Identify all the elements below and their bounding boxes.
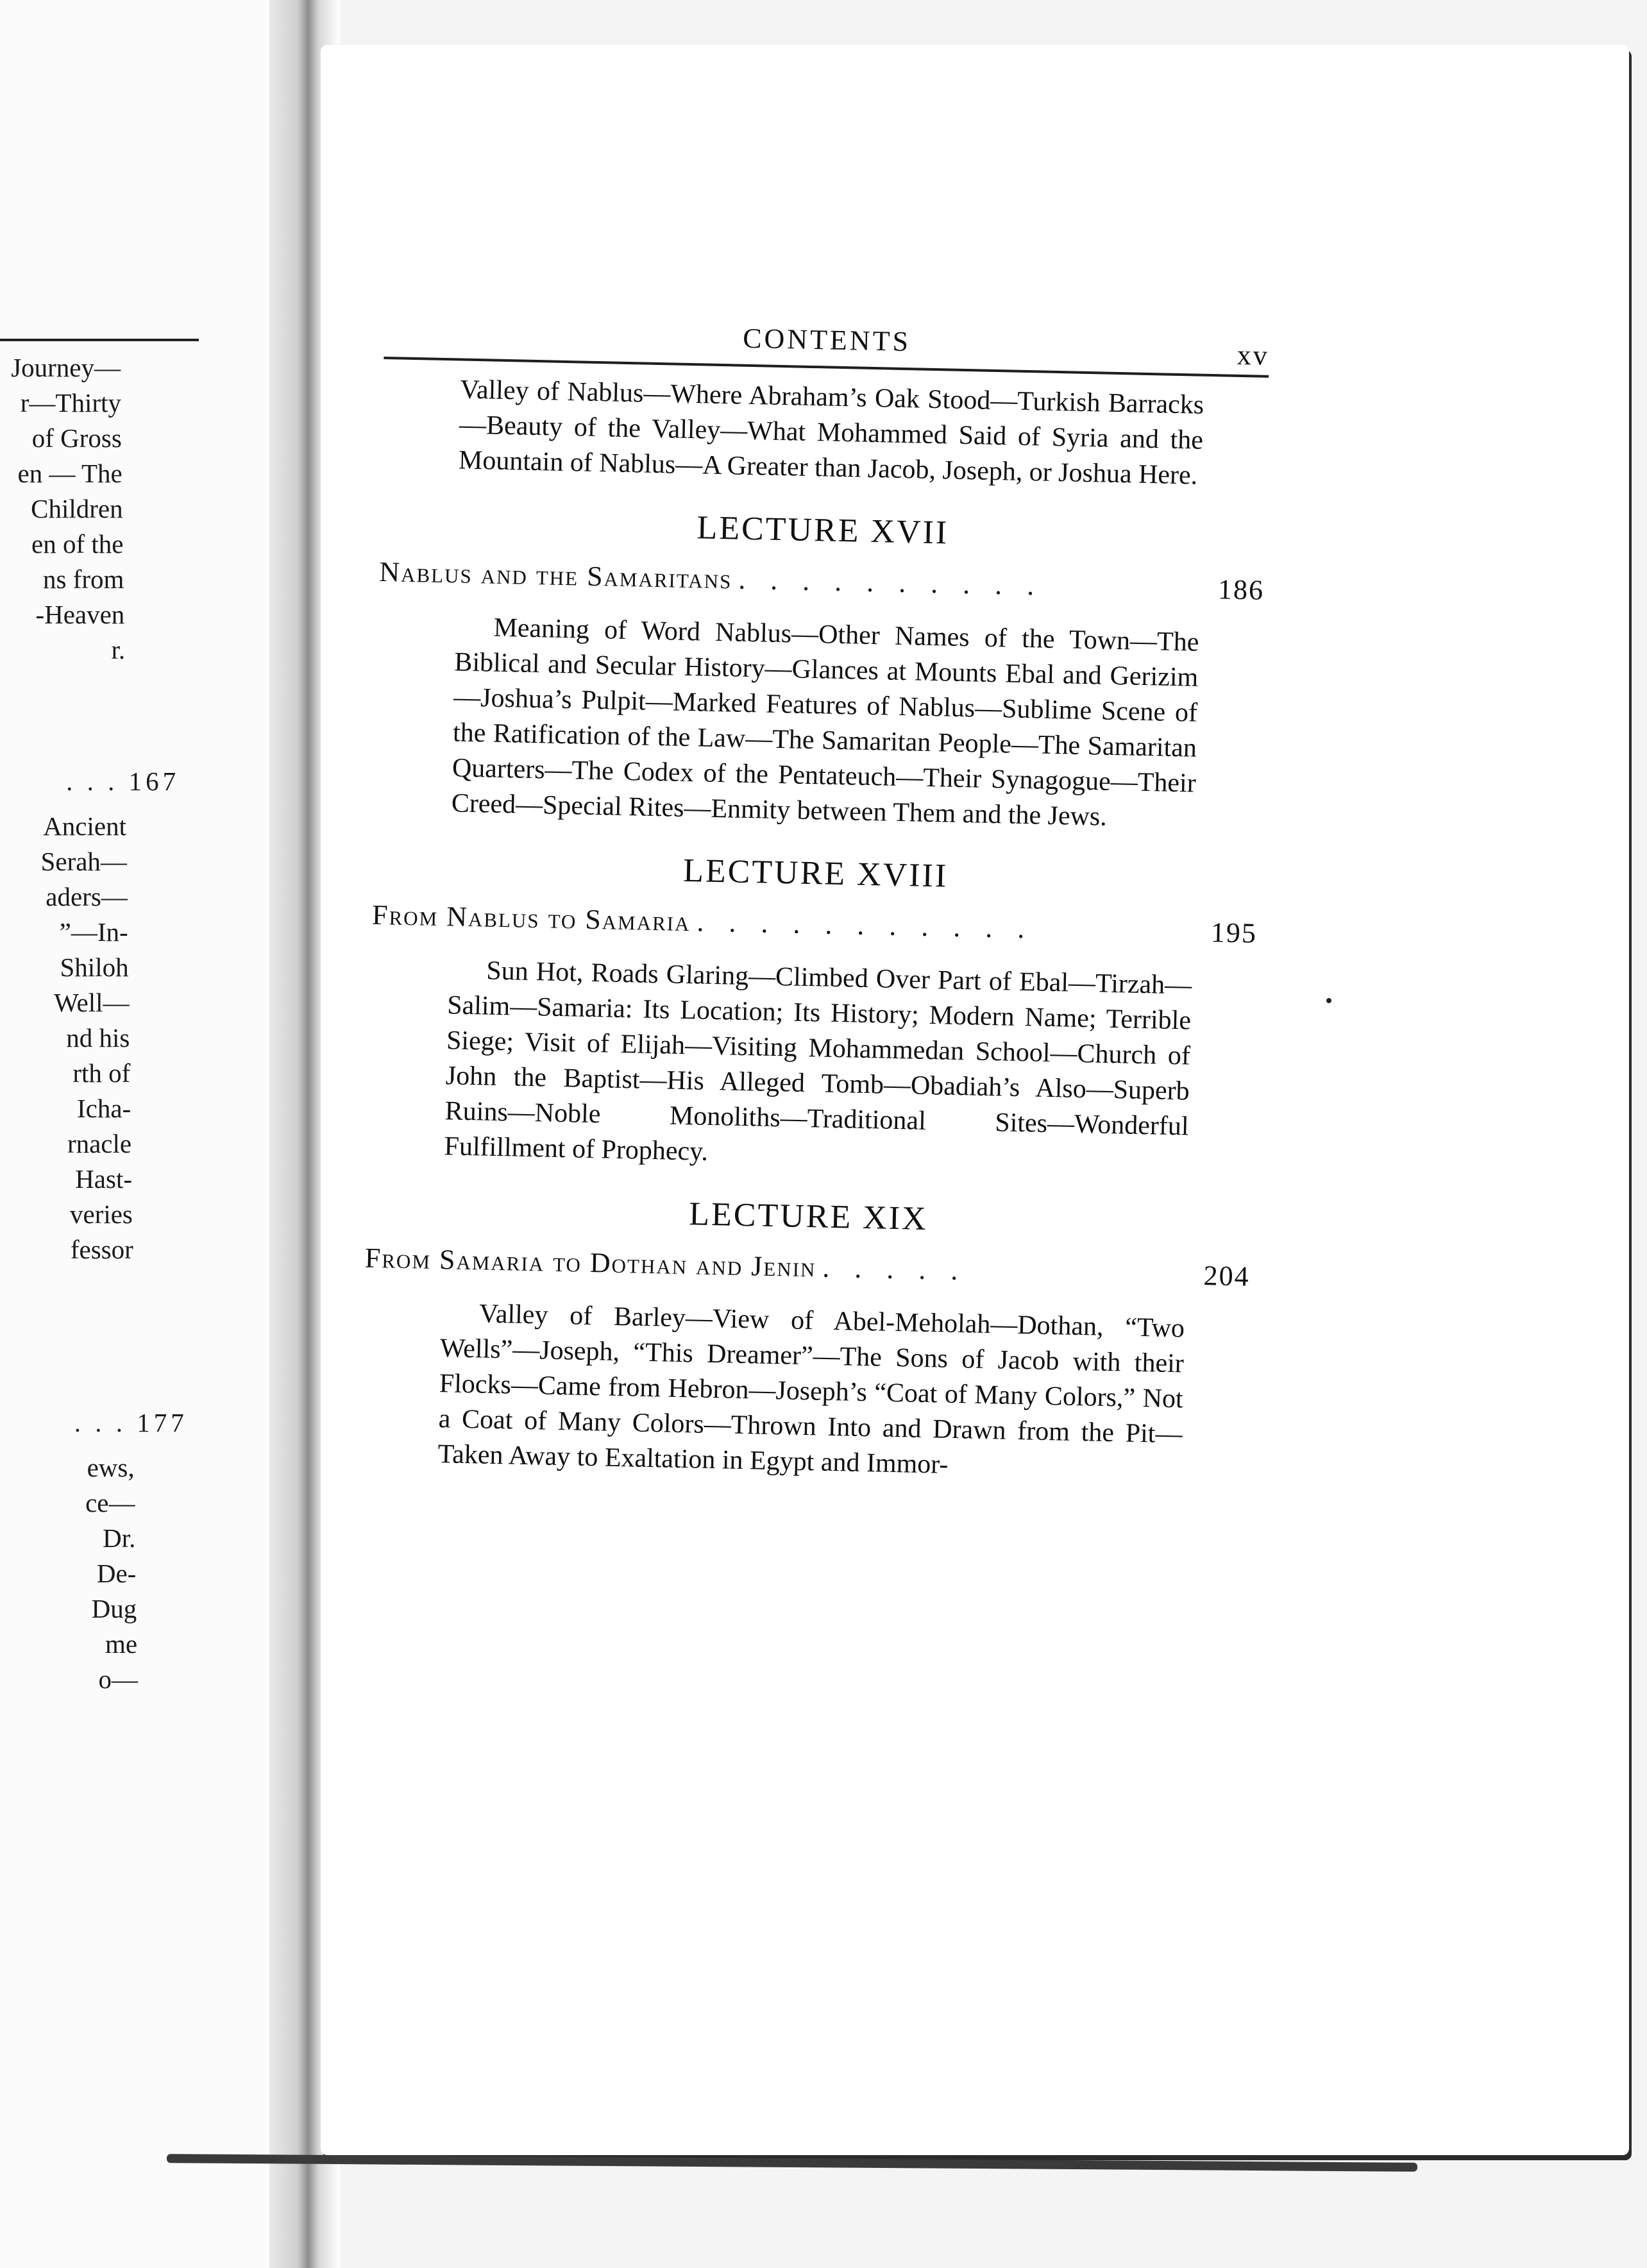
page-number: xv <box>1237 339 1270 371</box>
left-page-rule <box>0 339 199 341</box>
left-page-line: rnacle <box>67 1129 132 1158</box>
left-page-line: en — The <box>17 459 122 488</box>
toc-entry-page: 186 <box>1217 573 1265 606</box>
left-page-line: of Gross <box>31 423 122 453</box>
left-page-line: ns from <box>42 564 124 594</box>
left-page-line: me <box>105 1629 138 1659</box>
left-page-line: -Heaven <box>35 600 125 629</box>
left-page-line: nd his <box>66 1023 130 1053</box>
toc-leader: . . . . . . . . . . . <box>697 906 1034 945</box>
left-page-line: en of the <box>31 529 124 559</box>
toc-entry-title: Nablus and the Samaritans <box>378 555 732 595</box>
lecture-summary: Meaning of Word Nablus—Other Names of the Town—The Biblical and Secular History—Glances at Mounts Ebal and Gerizim—Joshua’s Pulpit—Marked Features of Nablus—Sublime Scene of the Ratification of the Law—The Samaritan People—The Samaritan Quarters—The Codex of the Pentateuch—Their Synagogue—Their Creed—Special Rites—Enmity between Them and the Jews. <box>451 613 1199 832</box>
lecture-heading: LECTURE XIX <box>688 1196 929 1238</box>
left-page-line: Dug <box>91 1594 137 1623</box>
left-page-line: . . . 167 <box>66 766 180 796</box>
running-title: CONTENTS <box>742 322 911 358</box>
left-page-line: r. <box>111 635 126 664</box>
toc-entry-title: From Samaria to Dothan and Jenin <box>364 1242 816 1283</box>
contents-page <box>360 308 1270 1489</box>
left-page-line: ews, <box>87 1453 135 1482</box>
toc-entry-page: 204 <box>1203 1260 1251 1292</box>
left-page-line: Shiloh <box>60 952 129 982</box>
left-page-fragment <box>0 0 269 2268</box>
toc-leader: . . . . . . . . . . <box>738 563 1043 602</box>
toc-entry-page: 195 <box>1210 917 1258 949</box>
toc-entry <box>379 553 1265 610</box>
left-page-line: Ancient <box>43 811 126 841</box>
toc-entry-title: From Nablus to Samaria <box>371 899 691 938</box>
left-page-line: ”—In- <box>59 917 128 947</box>
continued-summary: Valley of Nablus—Where Abraham’s Oak Stood—Turkish Barracks—Beauty of the Valley—What Mohammed Said of Syria and the Mountain of Nablus—A Greater than Jacob, Joseph, or Joshua Here. <box>458 375 1204 491</box>
left-page-line: Hast- <box>75 1164 132 1194</box>
ink-speck <box>1326 998 1331 1003</box>
left-page-line: veries <box>69 1199 133 1229</box>
left-page-line: Children <box>31 494 123 523</box>
left-page-line: fessor <box>70 1235 133 1264</box>
left-page-line: aders— <box>46 882 128 911</box>
left-page-line: Icha- <box>76 1094 131 1123</box>
left-page-line: . . . 177 <box>74 1408 188 1437</box>
toc-leader: . . . . . <box>822 1251 967 1287</box>
left-page-line: r—Thirty <box>20 388 121 418</box>
lecture-heading: LECTURE XVII <box>696 509 949 552</box>
left-page-line: rth of <box>72 1058 131 1088</box>
left-page-line: Serah— <box>40 847 127 876</box>
lecture-summary: Valley of Barley—View of Abel-Meholah—Dothan, “Two Wells”—Joseph, “This Dreamer”—The Sons of Jacob with their Flocks—Came from Hebron—Joseph’s “Coat of Many Colors,” Not a Coat of Many Colors—Thrown Into and Drawn from the Pit—Taken Away to Exaltation in Egypt and Immor- <box>437 1299 1185 1480</box>
toc-entry <box>364 1239 1250 1296</box>
lecture-summary: Sun Hot, Roads Glaring—Climbed Over Part of Ebal—Tirzah—Salim—Samaria: Its Location; Its History; Modern Name; Terrible Siege; Visit of Elijah—Visiting Mohammedan School—Church of John the Baptist—His Alleged Tomb—Obadiah’s Also—Superb Ruins—Noble Monoliths—Traditional Sites—Wonderful Fulfillment of Prophecy. <box>444 956 1192 1167</box>
left-page-line: ce— <box>85 1488 135 1518</box>
left-page-line: Well— <box>54 988 130 1017</box>
toc-entry <box>372 896 1258 953</box>
lecture-heading: LECTURE XVIII <box>682 852 949 895</box>
left-page-line: De- <box>96 1559 137 1588</box>
left-page-line: Journey— <box>11 353 121 382</box>
left-page-line: Dr. <box>103 1523 136 1553</box>
left-page-line: o— <box>98 1664 138 1694</box>
